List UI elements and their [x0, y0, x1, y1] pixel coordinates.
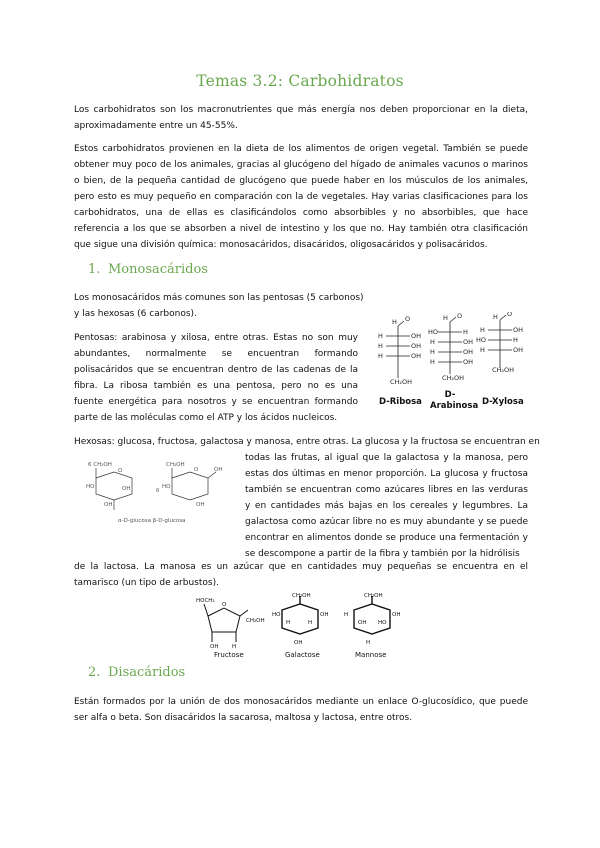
svg-text:H: H [378, 342, 383, 350]
svg-text:OH: OH [513, 346, 524, 354]
svg-text:OH: OH [294, 640, 303, 646]
label-fructose: Fructose [214, 651, 244, 659]
svg-text:δ: δ [156, 488, 160, 494]
svg-text:OH: OH [104, 502, 113, 508]
ribosa-labels [378, 315, 421, 386]
svg-text:OH: OH [358, 620, 367, 626]
svg-text:H: H [366, 640, 371, 646]
hexosas-end-paragraph: de la lactosa. La manosa es un azúcar que en cantidades muy pequeñas se encuentra en el tamarisco (un tipo de arbustos). [74, 562, 528, 588]
svg-text:OH: OH [214, 467, 223, 473]
svg-text:OH: OH [411, 332, 422, 340]
svg-text:H: H [480, 346, 485, 354]
pentosas-paragraph: Pentosas: arabinosa y xilosa, entre otras. Estas no son muy abundantes, normalmente se encuentran formando polisacáridos que se encuentran dentro de las cadenas de la fibra. La ribosa también es una pentosa, pero no es una fuente energética para nosotros y se encuentran formando parte de las moléculas como el ATP y los ácidos nucleicos. [74, 333, 358, 423]
svg-text:H: H [430, 348, 435, 356]
svg-text:HO: HO [378, 620, 387, 626]
svg-text:H: H [513, 336, 518, 344]
monosacaridos-paragraph-1: Los monosacáridos más comunes son las pentosas (5 carbonos) y las hexosas (6 carbonos). [74, 293, 364, 319]
svg-text:CH₂OH: CH₂OH [246, 618, 265, 624]
glucose-caption: α-D-glucosa β-D-glucosa [118, 518, 186, 524]
svg-text:HOCH₂: HOCH₂ [196, 598, 215, 604]
svg-text:H: H [392, 318, 397, 326]
svg-text:H: H [443, 314, 448, 322]
svg-text:OH: OH [463, 358, 474, 366]
label-d-xylosa: D-Xylosa [482, 397, 524, 407]
svg-text:HO: HO [272, 612, 281, 618]
svg-text:H: H [430, 358, 435, 366]
svg-text:OH: OH [411, 342, 422, 350]
section-heading-monosacaridos [88, 262, 208, 277]
svg-text:H: H [480, 326, 485, 334]
svg-text:H: H [232, 644, 237, 650]
hexoses-figure [196, 592, 418, 654]
svg-text:OH: OH [513, 326, 524, 334]
label-galactose: Galactose [285, 651, 320, 659]
hexoses-svg [196, 592, 418, 654]
svg-text:OH: OH [411, 352, 422, 360]
arabinosa-structure [438, 317, 462, 374]
galactose-ring [282, 596, 318, 634]
svg-text:OH: OH [320, 612, 329, 618]
hexosas-wrap-paragraph: todas las frutas, al igual que la galactosa y la manosa, pero estas dos últimas en menor proporción. La glucosa y fructosa también se encuentran como azúcares libres en las verduras y en cantidades más bajas en los cereales y legumbres. La galactosa como azúcar libre no es muy abundante y se puede encontrar en alimentos donde se produce una fermentación y se descompone a partir de la fibra y también por la hidrólisis [245, 453, 528, 559]
page-title: Temas 3.2: Carbohidratos [196, 72, 404, 90]
svg-text:6 CH₂OH: 6 CH₂OH [88, 462, 112, 468]
section-number: 1. [88, 262, 101, 277]
svg-text:H: H [344, 612, 349, 618]
svg-text:O: O [222, 602, 227, 608]
ribosa-structure [386, 321, 410, 378]
svg-text:H: H [378, 352, 383, 360]
svg-text:O: O [118, 468, 123, 474]
section-number: 2. [88, 665, 101, 680]
disacaridos-paragraph: Están formados por la unión de dos monosacáridos mediante un enlace O-glucosídico, que puede ser alfa o beta. Son disacáridos la sacarosa, maltosa y lactosa, entre otros. [74, 697, 528, 723]
svg-text:HO: HO [476, 336, 487, 344]
section-title: Disacáridos [108, 665, 186, 680]
svg-text:CH₂OH: CH₂OH [166, 462, 185, 468]
section-title: Monosacáridos [108, 262, 208, 277]
svg-text:OH: OH [392, 612, 401, 618]
beta-glucose-labels [162, 462, 222, 508]
svg-text:OH: OH [463, 348, 474, 356]
alpha-glucose-labels [86, 462, 130, 508]
svg-text:H: H [378, 332, 383, 340]
svg-text:CH₂OH: CH₂OH [492, 366, 515, 374]
svg-text:OH: OH [463, 338, 474, 346]
fructose-labels [196, 598, 265, 650]
label-mannose: Mannose [355, 651, 387, 659]
svg-text:CH₂OH: CH₂OH [364, 593, 383, 599]
svg-text:HO: HO [428, 328, 439, 336]
svg-text:O: O [507, 312, 513, 318]
hexosas-line-1: Hexosas: glucosa, fructosa, galactosa y manosa, entre otras. La glucosa y la fructosa se encuentran en [74, 437, 540, 447]
svg-text:H: H [493, 313, 498, 321]
label-d-ribosa: D-Ribosa [379, 397, 422, 407]
xylosa-labels [476, 312, 523, 374]
svg-text:OH: OH [210, 644, 219, 650]
intro-paragraph-2: Estos carbohidratos provienen en la dieta de los alimentos de origen vegetal. También se puede obtener muy poco de los animales, gracias al glucógeno del hígado de animales vacunos o marinos o bien, de la pequeña cantidad de glucógeno que puede haber en los músculos de los animales, pero esto es muy pequeño en comparación con la de vegetales. Hay varias clasificaciones para los carbohidratos, una de ellas es clasificándolos como absorbibles y no absorbibles, que hace referencia a los que se absorben a nivel de intestino y los que no. Hay también otra clasificación que sigue una división química: monosacáridos, disacáridos, oligosacáridos y polisacáridos. [74, 144, 528, 250]
mannose-ring [354, 596, 390, 634]
label-d-arabinosa: D- Arabinosa [430, 390, 479, 411]
svg-text:H: H [286, 620, 291, 626]
svg-text:O: O [194, 467, 199, 473]
svg-text:CH₂OH: CH₂OH [442, 374, 465, 382]
svg-text:H: H [308, 620, 313, 626]
intro-paragraph-1: Los carbohidratos son los macronutrientes que más energía nos deben proporcionar en la dieta, aproximadamente entre un 45-55%. [74, 105, 528, 131]
svg-text:H: H [430, 338, 435, 346]
svg-text:CH₂OH: CH₂OH [292, 593, 311, 599]
svg-text:OH: OH [196, 502, 205, 508]
xylosa-structure [488, 315, 512, 368]
svg-text:OH: OH [122, 486, 131, 492]
svg-text:O: O [405, 315, 411, 323]
svg-text:HO: HO [162, 484, 171, 490]
svg-text:HO: HO [86, 484, 95, 490]
svg-text:O: O [457, 312, 463, 320]
svg-text:H: H [463, 328, 468, 336]
section-heading-disacaridos [88, 665, 185, 680]
svg-text:CH₂OH: CH₂OH [390, 378, 413, 386]
arabinosa-labels [428, 312, 473, 382]
fructose-ring [204, 604, 248, 642]
